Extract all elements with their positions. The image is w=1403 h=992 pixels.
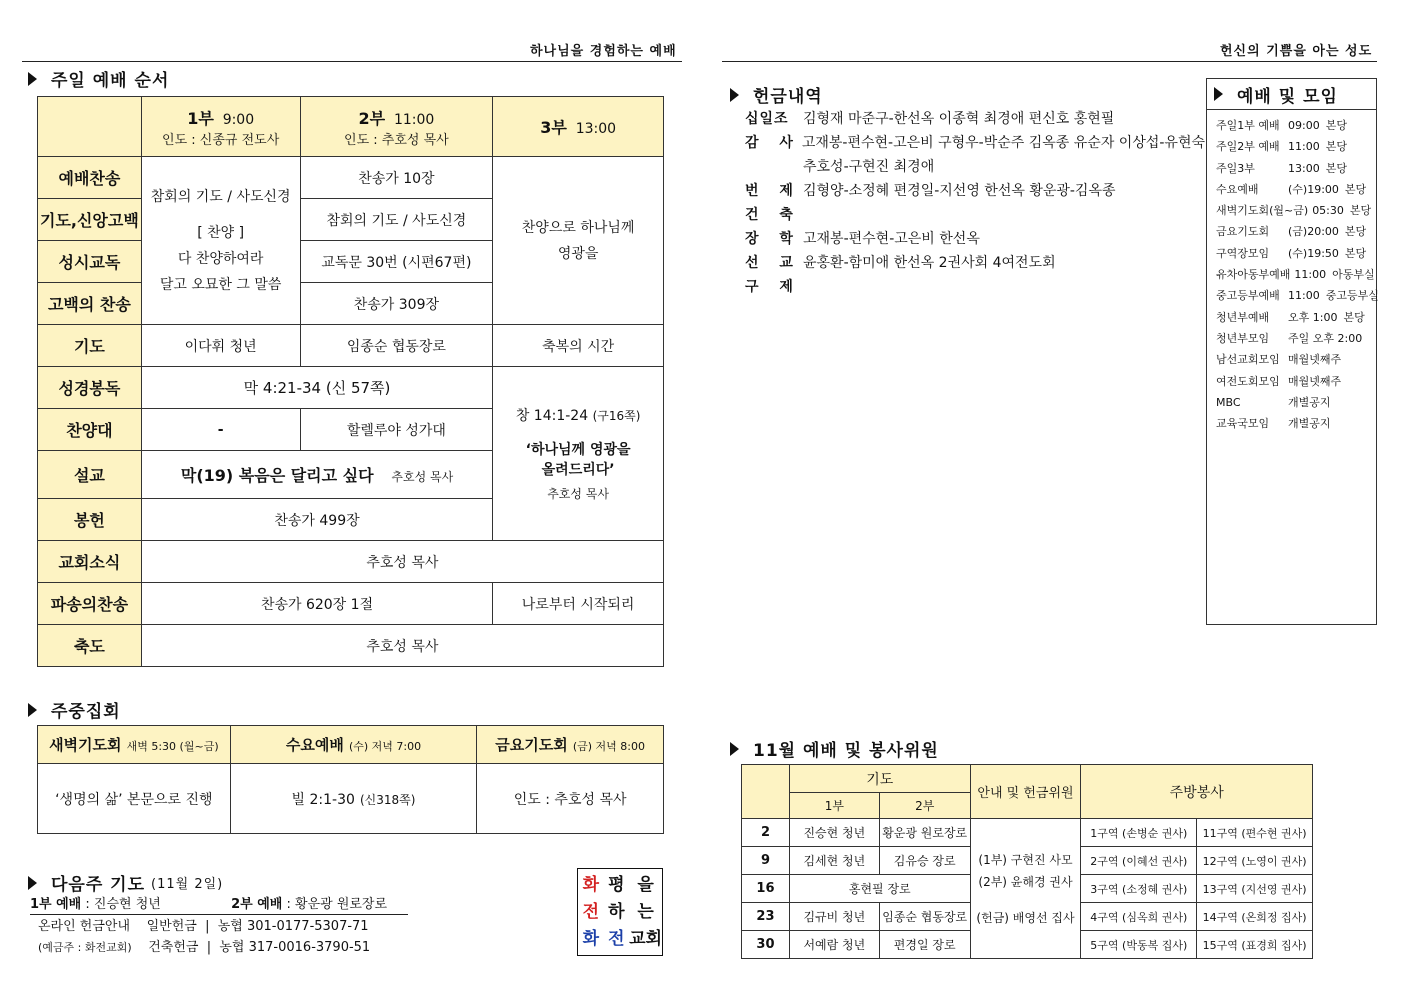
usher-offering: (헌금) 배영선 집사 xyxy=(976,910,1075,925)
s3-sermon-title-2: 올려드리다’ xyxy=(541,462,615,478)
service-2-time: 11:00 xyxy=(393,111,435,128)
logo-char: 을 xyxy=(637,875,654,895)
meeting-time: 11:00 xyxy=(1288,289,1320,303)
service-3-sermon xyxy=(493,367,664,541)
online-account-1: 농협 301-0177-5307-71 xyxy=(217,919,369,934)
row-choir: 찬양대 xyxy=(38,409,142,451)
row-hymn: 예배찬송 xyxy=(38,157,142,199)
offering-names: 김형양-소정혜 편경일-지선영 한선옥 황운광-김옥종 xyxy=(803,183,1116,199)
np-s1-label: 1부 예배 xyxy=(30,897,82,912)
meetings-list xyxy=(1207,110,1379,434)
offering-hymn: 찬송가 499장 xyxy=(141,499,492,541)
wed-header xyxy=(230,726,477,764)
meeting-name: 주일3부 xyxy=(1216,161,1255,175)
dawn-time: 새벽 5:30 (월~금) xyxy=(126,740,219,753)
logo-char: 전 xyxy=(582,902,599,922)
meeting-name: 유차아동부예배 xyxy=(1216,268,1291,282)
s3-sending: 나로부터 시작되리 xyxy=(493,583,664,625)
meeting-row xyxy=(1216,200,1376,221)
meeting-time: 개별공지 xyxy=(1288,395,1331,409)
np-s2-name: : 황운광 원로장로 xyxy=(286,897,388,912)
s2-hymn: 찬송가 10장 xyxy=(300,157,493,199)
dawn-header xyxy=(38,726,231,764)
row-sermon: 설교 xyxy=(38,451,142,499)
meeting-row xyxy=(1216,115,1376,136)
meeting-row xyxy=(1216,158,1376,179)
meeting-name: 주일1부 예배 xyxy=(1216,119,1280,132)
triangle-bullet-icon xyxy=(730,742,739,756)
offering-label: 건 축 xyxy=(745,207,801,223)
benediction: 추호성 목사 xyxy=(141,625,663,667)
meeting-time: 09:00 xyxy=(1288,119,1320,132)
volunteers-table xyxy=(741,764,1313,959)
vs-kitchen-b: 13구역 (지선영 권사) xyxy=(1197,875,1313,903)
offering-names: 고재봉-편수현-고은비 한선옥 xyxy=(803,231,980,247)
row-scripture: 성경봉독 xyxy=(38,367,142,409)
fri-time: (금) 저녁 8:00 xyxy=(572,740,645,753)
meeting-time: 매월넷째주 xyxy=(1288,353,1342,367)
meeting-row xyxy=(1216,328,1376,349)
offering-row xyxy=(745,155,1205,179)
s3-praise-2: 영광을 xyxy=(557,245,599,262)
online-bar-1: | xyxy=(205,919,210,934)
meeting-name: 청년부예배 xyxy=(1216,310,1270,324)
online-bar-2: | xyxy=(206,940,212,955)
meeting-time: 개별공지 xyxy=(1288,417,1331,431)
row-prayer: 기도 xyxy=(38,325,142,367)
meeting-place: 중고등부실 xyxy=(1325,289,1379,303)
meeting-time: 11:00 xyxy=(1294,268,1327,282)
np-s1-name: : 진승현 청년 xyxy=(85,897,161,912)
s1-choir: - xyxy=(141,409,300,451)
s2-repentance: 참회의 기도 / 사도신경 xyxy=(300,199,493,241)
service-2-label: 2부 xyxy=(358,108,386,128)
wed-scripture-page: (신318쪽) xyxy=(359,792,416,807)
s3-sermon-title-1: ‘하나님께 영광을 xyxy=(525,442,631,458)
vs-usher-header: 안내 및 헌금위원 xyxy=(970,765,1081,819)
vs-kitchen-a: 1구역 (손병순 권사) xyxy=(1081,819,1197,847)
vs-prayer-2bu: 김유승 장로 xyxy=(879,847,970,875)
meeting-row xyxy=(1216,413,1376,434)
row-confession: 고백의 찬송 xyxy=(38,283,142,325)
dawn-body: ‘생명의 삶’ 본문으로 진행 xyxy=(38,764,231,834)
fri-label: 금요기도회 xyxy=(495,736,568,754)
vs-kitchen-a: 3구역 (소정혜 권사) xyxy=(1081,875,1197,903)
wed-body xyxy=(230,764,477,834)
offering-row xyxy=(745,275,1205,299)
meeting-place: 아동부실 xyxy=(1332,268,1375,282)
s2-choir: 할렐루야 성가대 xyxy=(300,409,493,451)
offering-names: 고재봉-편수현-고은비 구형우-박순주 김옥종 유순자 이상섭-유현숙 xyxy=(801,135,1205,151)
vs-kitchen-b: 12구역 (노영이 권사) xyxy=(1197,847,1313,875)
online-title: 온라인 헌금안내 xyxy=(38,919,131,934)
church-logo xyxy=(577,868,663,956)
row-catechism: 성시교독 xyxy=(38,241,142,283)
meeting-row xyxy=(1216,307,1376,328)
s3-preacher: 추호성 목사 xyxy=(547,487,609,501)
volunteers-title-text: 11월 예배 및 봉사위원 xyxy=(753,741,939,761)
s2-catechism: 교독문 30번 (시편67편) xyxy=(300,241,493,283)
service-2-header xyxy=(300,97,493,157)
offering-names: 김형재 마준구-한선옥 이종혁 최경애 편신호 홍현필 xyxy=(803,111,1115,127)
vs-kitchen-header: 주방봉사 xyxy=(1081,765,1313,819)
row-blessing: 축도 xyxy=(38,625,142,667)
service-2-leader: 인도 : 추호성 목사 xyxy=(344,132,449,148)
vs-kitchen-a: 4구역 (심옥희 권사) xyxy=(1081,903,1197,931)
vs-prayer-1bu: 진승현 청년 xyxy=(789,819,879,847)
offering-label: 장 학 xyxy=(745,231,801,247)
np-s2-label: 2부 예배 xyxy=(231,897,283,912)
triangle-bullet-icon xyxy=(28,703,37,717)
vs-date: 23 xyxy=(742,903,790,931)
vs-kitchen-b: 14구역 (온희정 집사) xyxy=(1197,903,1313,931)
meetings-box xyxy=(1206,78,1377,625)
triangle-bullet-icon xyxy=(730,88,739,102)
s3-scripture: 창 14:1-24 xyxy=(515,408,589,424)
fri-header xyxy=(477,726,664,764)
fri-body: 인도 : 추호성 목사 xyxy=(477,764,664,834)
scripture-reading: 막 4:21-34 (신 57쪽) xyxy=(141,367,492,409)
row-prayer-creed: 기도,신앙고백 xyxy=(38,199,142,241)
meeting-place: 본당 xyxy=(1344,246,1367,260)
meeting-time: 매월넷째주 xyxy=(1288,374,1342,388)
weekly-meetings-title xyxy=(28,697,121,722)
meeting-name: MBC xyxy=(1216,395,1241,409)
service-3-header xyxy=(493,97,664,157)
sermon-preacher: 추호성 목사 xyxy=(391,470,454,484)
meeting-row xyxy=(1216,136,1376,157)
usher-2: (2부) 윤해경 권사 xyxy=(978,874,1073,889)
meeting-row xyxy=(1216,179,1376,200)
vs-kitchen-b: 11구역 (편수현 권사) xyxy=(1197,819,1313,847)
meeting-place: 본당 xyxy=(1343,310,1365,324)
dawn-label: 새벽기도회 xyxy=(49,736,122,754)
vs-prayer-2bu: 편경일 장로 xyxy=(879,931,970,959)
vs-date: 30 xyxy=(742,931,790,959)
offering-list xyxy=(745,107,1205,299)
vs-kitchen-a: 2구역 (이혜선 권사) xyxy=(1081,847,1197,875)
s1-praise-label: [ 찬양 ] xyxy=(197,224,245,241)
logo-char: 교 xyxy=(629,929,646,949)
wed-scripture: 빌 2:1-30 xyxy=(291,791,355,808)
vs-prayer-header: 기도 xyxy=(789,765,970,793)
volunteers-title xyxy=(730,736,939,761)
offering-label: 구 제 xyxy=(745,279,801,295)
offering-title-text: 헌금내역 xyxy=(753,87,823,107)
online-general: 일반헌금 xyxy=(146,919,197,934)
s3-praise-1: 찬양으로 하나님께 xyxy=(521,219,635,236)
row-offering: 봉헌 xyxy=(38,499,142,541)
s1-praise-2: 달고 오묘한 그 말씀 xyxy=(159,276,282,293)
offering-row xyxy=(745,251,1205,275)
meeting-place: 본당 xyxy=(1325,140,1347,154)
meeting-place: 본당 xyxy=(1344,182,1367,196)
triangle-bullet-icon xyxy=(1214,87,1223,101)
logo-char: 는 xyxy=(637,902,654,922)
worship-order-title-text: 주일 예배 순서 xyxy=(51,71,170,91)
service-3-label: 3부 xyxy=(540,118,567,137)
online-holder: (예금주 : 화전교회) xyxy=(38,941,132,954)
offering-row xyxy=(745,179,1205,203)
right-page-header: 헌신의 기쁨을 아는 성도 xyxy=(1220,44,1373,59)
offering-label: 선 교 xyxy=(745,255,801,271)
meeting-name: 새벽기도회(월~금) xyxy=(1216,204,1309,218)
triangle-bullet-icon xyxy=(28,876,37,890)
meeting-name: 중고등부예배 xyxy=(1216,289,1280,303)
online-offering xyxy=(38,916,370,958)
s1-praise-1: 다 찬양하여라 xyxy=(177,250,264,267)
offering-label: 번 제 xyxy=(745,183,801,199)
s3-blessing-time: 축복의 시간 xyxy=(493,325,664,367)
logo-char: 전 xyxy=(608,929,625,949)
meeting-row xyxy=(1216,264,1376,285)
online-account-2: 농협 317-0016-3790-51 xyxy=(219,940,371,955)
vs-1bu-header: 1부 xyxy=(789,793,879,819)
offering-label: 감 사 xyxy=(745,135,801,151)
offering-names: 윤홍환-함미애 한선옥 2권사회 4여전도회 xyxy=(803,255,1056,271)
meeting-row xyxy=(1216,349,1376,370)
meeting-name: 주일2부 예배 xyxy=(1216,140,1280,154)
worship-order-title xyxy=(28,66,169,91)
weekly-meetings-table xyxy=(37,725,664,834)
vs-kitchen-b: 15구역 (표경희 집사) xyxy=(1197,931,1313,959)
worship-order-table xyxy=(37,96,664,667)
service-3-time: 13:00 xyxy=(575,121,617,137)
row-sending: 파송의찬송 xyxy=(38,583,142,625)
meeting-place: 본당 xyxy=(1349,204,1372,218)
logo-char: 하 xyxy=(608,902,625,922)
service-1-opening xyxy=(141,157,300,325)
s1-prayer: 이다휘 청년 xyxy=(141,325,300,367)
online-building: 건축헌금 xyxy=(148,940,199,955)
logo-char: 화 xyxy=(582,875,599,895)
sending-hymn: 찬송가 620장 1절 xyxy=(141,583,492,625)
weekly-title-text: 주중집회 xyxy=(51,702,121,722)
meeting-name: 수요예배 xyxy=(1216,182,1259,196)
logo-char: 화 xyxy=(582,929,599,949)
meeting-row xyxy=(1216,221,1376,242)
meeting-time: (금)20:00 xyxy=(1288,225,1339,239)
vs-prayer-1bu: 김규비 청년 xyxy=(789,903,879,931)
meeting-place: 본당 xyxy=(1325,161,1347,175)
next-prayer-date: (11월 2일) xyxy=(151,877,224,892)
meeting-row xyxy=(1216,371,1376,392)
meeting-time: (수)19:00 xyxy=(1288,182,1339,196)
service-3-opening xyxy=(493,157,664,325)
offering-row xyxy=(745,203,1205,227)
s2-confession: 찬송가 309장 xyxy=(300,283,493,325)
service-1-header xyxy=(141,97,300,157)
offering-names: 추호성-구현진 최경애 xyxy=(803,159,935,175)
meeting-name: 청년부모임 xyxy=(1216,331,1270,345)
vs-prayer-1bu: 서예람 청년 xyxy=(789,931,879,959)
logo-char: 회 xyxy=(645,929,662,949)
right-header-rule xyxy=(722,61,1377,62)
s3-scripture-page: (구16쪽) xyxy=(592,409,641,423)
vs-2bu-header: 2부 xyxy=(879,793,970,819)
meetings-title xyxy=(1207,79,1376,110)
meeting-time: 05:30 xyxy=(1312,204,1344,218)
vs-ushers xyxy=(970,819,1081,959)
vs-date: 2 xyxy=(742,819,790,847)
s1-repentance: 참회의 기도 / 사도신경 xyxy=(150,188,291,205)
vs-prayer-combined: 홍현필 장로 xyxy=(789,875,970,903)
meeting-time: 11:00 xyxy=(1288,140,1320,154)
meeting-row xyxy=(1216,285,1379,306)
wed-label: 수요예배 xyxy=(285,736,344,754)
offering-label: 십일조 xyxy=(745,111,789,127)
meeting-place: 본당 xyxy=(1325,119,1347,132)
sermon xyxy=(141,451,492,499)
vs-kitchen-a: 5구역 (박동복 집사) xyxy=(1081,931,1197,959)
meeting-time: (수)19:50 xyxy=(1288,246,1339,260)
vs-date: 16 xyxy=(742,875,790,903)
offering-row xyxy=(745,227,1205,251)
sermon-title: 막(19) 복음은 달리고 싶다 xyxy=(180,466,374,485)
offering-title xyxy=(730,82,823,107)
meeting-name: 교육국모임 xyxy=(1216,417,1270,431)
vs-prayer-1bu: 김세현 청년 xyxy=(789,847,879,875)
meeting-place: 본당 xyxy=(1344,225,1367,239)
offering-row xyxy=(745,131,1205,155)
meeting-time: 오후 1:00 xyxy=(1288,310,1338,324)
corner-cell xyxy=(38,97,142,157)
left-page-header: 하나님을 경험하는 예배 xyxy=(530,44,677,59)
offering-row xyxy=(745,107,1205,131)
row-news: 교회소식 xyxy=(38,541,142,583)
vs-prayer-2bu: 황운광 원로장로 xyxy=(879,819,970,847)
left-header-rule xyxy=(22,61,682,62)
next-prayer-title-text: 다음주 기도 xyxy=(51,875,146,895)
wed-time: (수) 저녁 7:00 xyxy=(348,740,422,753)
triangle-bullet-icon xyxy=(28,72,37,86)
church-news: 추호성 목사 xyxy=(141,541,663,583)
s2-prayer: 임종순 협동장로 xyxy=(300,325,493,367)
service-1-label: 1부 xyxy=(187,108,214,128)
meetings-title-text: 예배 및 모임 xyxy=(1237,86,1338,107)
vs-prayer-2bu: 임종순 협동장로 xyxy=(879,903,970,931)
meeting-name: 구역장모임 xyxy=(1216,246,1270,260)
next-prayer-title xyxy=(28,870,223,895)
meeting-name: 남선교회모임 xyxy=(1216,353,1280,367)
next-prayer-line xyxy=(30,893,408,915)
vs-corner xyxy=(742,765,790,819)
logo-char: 평 xyxy=(608,875,625,895)
meeting-row xyxy=(1216,392,1376,413)
meeting-time: 주일 오후 2:00 xyxy=(1288,331,1363,345)
meeting-time: 13:00 xyxy=(1288,161,1320,175)
meeting-name: 금요기도회 xyxy=(1216,225,1270,239)
meeting-name: 여전도회모임 xyxy=(1216,374,1280,388)
vs-date: 9 xyxy=(742,847,790,875)
meeting-row xyxy=(1216,243,1376,264)
service-1-time: 9:00 xyxy=(222,111,255,128)
usher-1: (1부) 구현진 사모 xyxy=(978,852,1073,867)
service-1-leader: 인도 : 신종규 전도사 xyxy=(162,132,280,148)
